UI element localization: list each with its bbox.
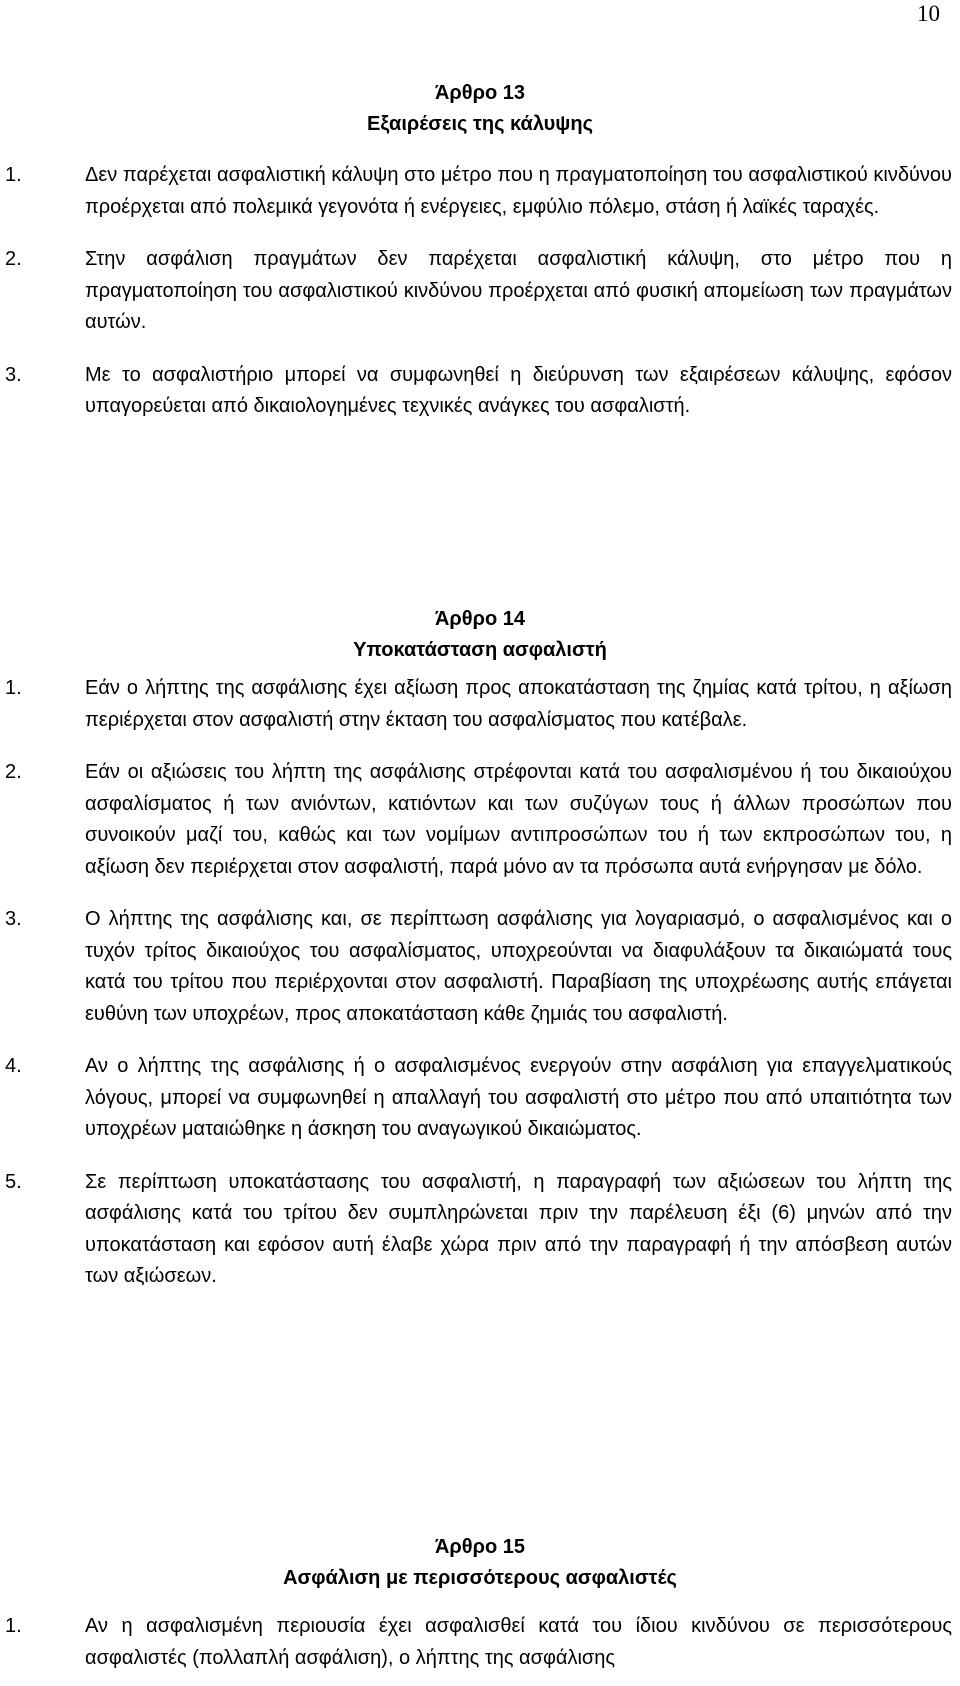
paragraph-text: Στην ασφάλιση πραγμάτων δεν παρέχεται ασφαλιστική κάλυψη, στο μέτρο που η πραγματοποίηση του ασφαλιστικού κινδύνου προέρχεται από φυσική απομείωση των πραγμάτων αυτών. [85, 248, 952, 333]
paragraph [0, 673, 960, 736]
article-title: Άρθρο 13 [434, 82, 526, 104]
paragraph-text: Δεν παρέχεται ασφαλιστική κάλυψη στο μέτρο που η πραγματοποίηση του ασφαλιστικού κινδύνου προέρχεται από πολεμικά γεγονότα ή ενέργειες, εμφύλιο πόλεμο, στάση ή λαϊκές ταραχές. [85, 164, 952, 218]
paragraph-text: Με το ασφαλιστήριο μπορεί να συμφωνηθεί η διεύρυνση των εξαιρέσεων κάλυψης, εφόσον υπαγορεύεται από δικαιολογημένες τεχνικές ανάγκες του ασφαλιστή. [85, 363, 952, 417]
page-number: 10 [917, 1, 940, 26]
paragraph-number: 3. [5, 363, 22, 386]
paragraph-number: 5. [5, 1170, 22, 1193]
paragraph [0, 360, 960, 423]
article-15 [0, 1532, 960, 1674]
article-subtitle: Ασφάλιση με περισσότερους ασφαλιστές [283, 1567, 677, 1589]
article-13 [0, 78, 960, 423]
paragraph-text: Αν η ασφαλισμένη περιουσία έχει ασφαλισθεί κατά του ίδιου κινδύνου σε περισσότερους ασφαλιστές (πολλαπλή ασφάλιση), ο λήπτης της ασφάλισης [85, 1615, 952, 1669]
paragraph [0, 1611, 960, 1674]
paragraph-number: 1. [5, 677, 22, 699]
paragraph [0, 757, 960, 883]
paragraph-number: 2. [5, 248, 22, 270]
paragraph [0, 160, 960, 223]
paragraph [0, 1167, 960, 1293]
paragraph-text: Εάν ο λήπτης της ασφάλισης έχει αξίωση προς αποκατάσταση της ζημίας κατά τρίτου, η αξίωση περιέρχεται στον ασφαλιστή στην έκταση του ασφαλίσματος που κατέβαλε. [85, 677, 952, 731]
paragraph-text: Σε περίπτωση υποκατάστασης του ασφαλιστή, η παραγραφή των αξιώσεων του λήπτη της ασφάλισης κατά του τρίτου δεν συμπληρώνεται πριν την παρέλευση έξι (6) μηνών από την υποκατάσταση και εφόσον αυτή έλαβε χώρα πριν από την παραγραφή ή την απόσβεση αυτών των αξιώσεων. [85, 1170, 952, 1287]
paragraph-text: Αν ο λήπτης της ασφάλισης ή ο ασφαλισμένος ενεργούν στην ασφάλιση για επαγγελματικούς λόγους, μπορεί να συμφωνηθεί η απαλλαγή του ασφαλιστή στο μέτρο που από υπαιτιότητα των υποχρέων ματαιώθηκε η άσκηση του αναγωγικού δικαιώματος. [85, 1055, 952, 1140]
paragraph-number: 1. [5, 1615, 22, 1637]
article-title: Άρθρο 15 [434, 1536, 526, 1558]
paragraph-number: 2. [5, 761, 22, 783]
paragraph-text: Εάν οι αξιώσεις του λήπτη της ασφάλισης στρέφονται κατά του ασφαλισμένου ή του δικαιούχου ασφαλίσματος ή των ανιόντων, κατιόντων και των συζύγων τους ή άλλων προσώπων που συνοικούν μαζί του, καθώς και των νομίμων αντιπροσώπων του ή των εκπροσώπων του, η αξίωση δεν περιέρχεται στον ασφαλιστή, παρά μόνο αν τα πρόσωπα αυτά ενήργησαν με δόλο. [85, 761, 952, 878]
paragraph [0, 244, 960, 339]
article-subtitle: Υποκατάσταση ασφαλιστή [353, 639, 607, 661]
paragraph-number: 4. [5, 1055, 22, 1077]
article-title: Άρθρο 14 [434, 608, 526, 630]
article-subtitle: Εξαιρέσεις της κάλυψης [367, 113, 593, 135]
paragraph-number: 3. [5, 908, 22, 930]
paragraph [0, 904, 960, 1030]
paragraph [0, 1051, 960, 1146]
paragraph-text: Ο λήπτης της ασφάλισης και, σε περίπτωση ασφάλισης για λογαριασμό, ο ασφαλισμένος και ο τυχόν τρίτος δικαιούχος του ασφαλίσματος, υποχρεούνται να διαφυλάξουν τα δικαιώματά τους κατά του τρίτου που περιέρχονται στον ασφαλιστή. Παραβίαση της υποχρέωσης αυτής επάγεται ευθύνη των υποχρέων, προς αποκατάσταση κάθε ζημιάς του ασφαλιστή. [85, 908, 952, 1025]
article-14 [0, 604, 960, 1293]
paragraph-number: 1. [5, 164, 22, 186]
